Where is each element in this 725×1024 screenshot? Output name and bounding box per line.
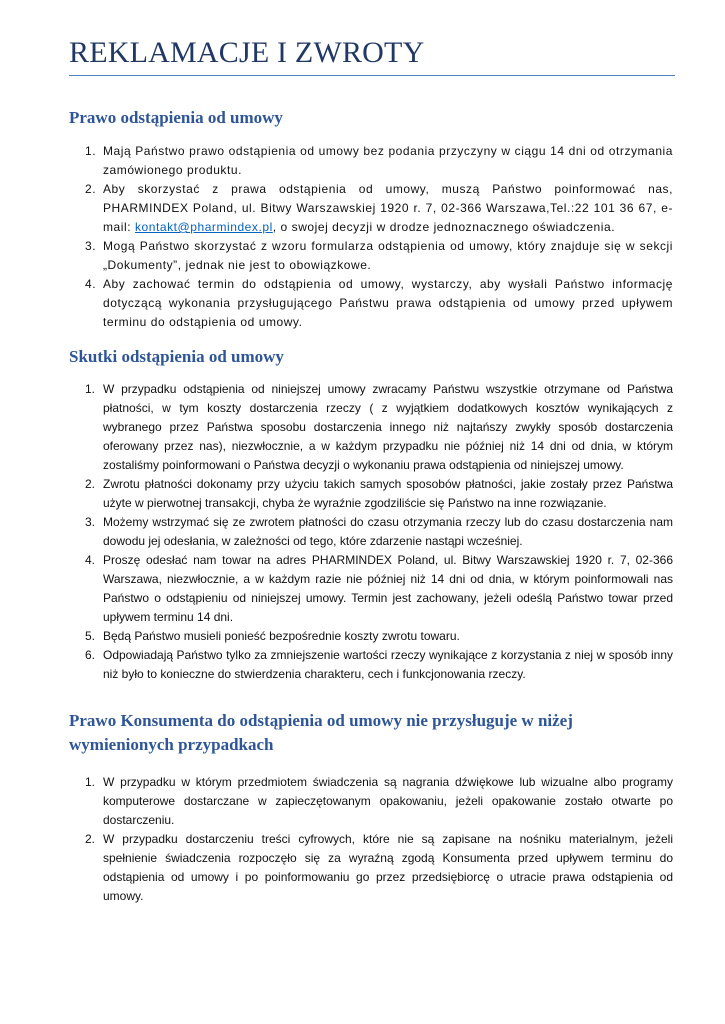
list-item — [69, 646, 673, 684]
section-right-of-withdrawal — [69, 106, 673, 332]
item-text: Proszę odesłać nam towar na adres PHARMINDEX Poland, ul. Bitwy Warszawskiej 1920 r. 7, 02-366 Warszawa, niezwłocznie, a w każdym razie nie później niż 14 dni od dnia, w którym poinformowali nas Państwo o odstąpieniu od niniejszej umowy. Termin jest zachowany, jeżeli odeślą Państwo towar przed upływem terminu 14 dni. — [103, 553, 673, 624]
section-heading: Prawo Konsumenta do odstąpienia od umowy nie przysługuje w niżej wymienionych przypadkach — [69, 711, 573, 754]
numbered-list — [69, 773, 673, 906]
item-number: 5. — [85, 629, 96, 643]
item-text: Aby zachować termin do odstąpienia od umowy, wystarczy, aby wysłali Państwo informację dotyczącą wykonania przysługującego Państwu prawa odstąpienia od umowy przed upływem terminu do odstąpienia od umowy. — [103, 277, 673, 329]
section-heading: Prawo odstąpienia od umowy — [69, 108, 283, 127]
item-text: , o swojej decyzji w drodze jednoznacznego oświadczenia. — [272, 220, 616, 234]
item-number: 3. — [85, 515, 96, 529]
numbered-list — [69, 142, 673, 332]
item-text: Mają Państwo prawo odstąpienia od umowy bez podania przyczyny w ciągu 14 dni od otrzymania zamówionego produktu. — [103, 144, 673, 177]
item-text: Zwrotu płatności dokonamy przy użyciu takich samych sposobów płatności, jakie zostały przez Państwa użyte w pierwotnej transakcji, chyba że wyraźnie zgodziliście się Państwo na inne rozwiązanie. — [103, 477, 673, 510]
list-item — [69, 830, 673, 906]
item-text: W przypadku w którym przedmiotem świadczenia są nagrania dźwiękowe lub wizualne albo programy komputerowe dostarczane w zapieczętowanym opakowaniu, jeżeli opakowanie zostało otwarte po dostarczeniu. — [103, 775, 673, 827]
list-item — [69, 773, 673, 830]
item-number: 2. — [85, 182, 97, 196]
list-item — [69, 551, 673, 627]
item-text: W przypadku odstąpienia od niniejszej umowy zwracamy Państwu wszystkie otrzymane od Państwa płatności, w tym koszty dostarczenia rzeczy ( z wyjątkiem dodatkowych kosztów wynikających z wybranego przez Państwa sposobu dostarczenia innego niż najtańszy zwykły sposób dostarczenia oferowany przez nas), niezwłocznie, a w każdym przypadku nie później niż 14 dni od dnia, w którym zostaliśmy poinformowani o Państwa decyzji o wykonaniu prawa odstąpienia od niniejszej umowy. — [103, 382, 673, 472]
item-number: 1. — [85, 775, 96, 789]
item-number: 6. — [85, 648, 96, 662]
list-item — [69, 475, 673, 513]
item-text: Będą Państwo musieli ponieść bezpośrednie koszty zwrotu towaru. — [103, 629, 460, 643]
list-item — [69, 180, 673, 237]
email-link[interactable]: kontakt@pharmindex.pl — [134, 220, 273, 234]
section-exceptions — [69, 709, 673, 906]
item-text: Mogą Państwo skorzystać z wzoru formularza odstąpienia od umowy, który znajduje się w sekcji „Dokumenty”, jednak nie jest to obowiązkowe. — [103, 239, 673, 272]
numbered-list — [69, 380, 673, 684]
item-text: Możemy wstrzymać się ze zwrotem płatności do czasu otrzymania rzeczy lub do czasu dostarczenia nam dowodu jej odesłania, w zależności od tego, które zdarzenie nastąpi wcześniej. — [103, 515, 673, 548]
item-number: 3. — [85, 239, 97, 253]
list-item — [69, 142, 673, 180]
list-item — [69, 275, 673, 332]
list-item — [69, 627, 673, 646]
page-title: REKLAMACJE I ZWROTY — [69, 36, 425, 69]
section-effects-of-withdrawal — [69, 345, 673, 684]
section-heading: Skutki odstąpienia od umowy — [69, 347, 284, 366]
item-number: 1. — [85, 144, 97, 158]
item-text: Aby skorzystać z prawa odstąpienia od umowy, muszą Państwo poinformować nas, PHARMINDEX Poland, ul. Bitwy Warszawskiej 1920 r. 7, 02-366 Warszawa,Tel.:22 101 36 67, e-mail: — [103, 182, 673, 234]
list-item — [69, 380, 673, 475]
item-text: W przypadku dostarczeniu treści cyfrowych, które nie są zapisane na nośniku materialnym, jeżeli spełnienie świadczenia rozpoczęło się za wyraźną zgodą Konsumenta przed upływem terminu do odstąpienia od umowy i po poinformowaniu go przez przedsiębiorcę o utracie prawa odstąpienia od umowy. — [103, 832, 673, 903]
list-item — [69, 237, 673, 275]
item-number: 1. — [85, 382, 96, 396]
item-number: 4. — [85, 553, 96, 567]
item-number: 4. — [85, 277, 97, 291]
list-item — [69, 513, 673, 551]
item-text: Odpowiadają Państwo tylko za zmniejszenie wartości rzeczy wynikające z korzystania z niej w sposób inny niż było to konieczne do stwierdzenia charakteru, cech i funkcjonowania rzeczy. — [103, 648, 673, 681]
item-number: 2. — [85, 832, 96, 846]
item-number: 2. — [85, 477, 96, 491]
title-underline — [69, 75, 675, 76]
